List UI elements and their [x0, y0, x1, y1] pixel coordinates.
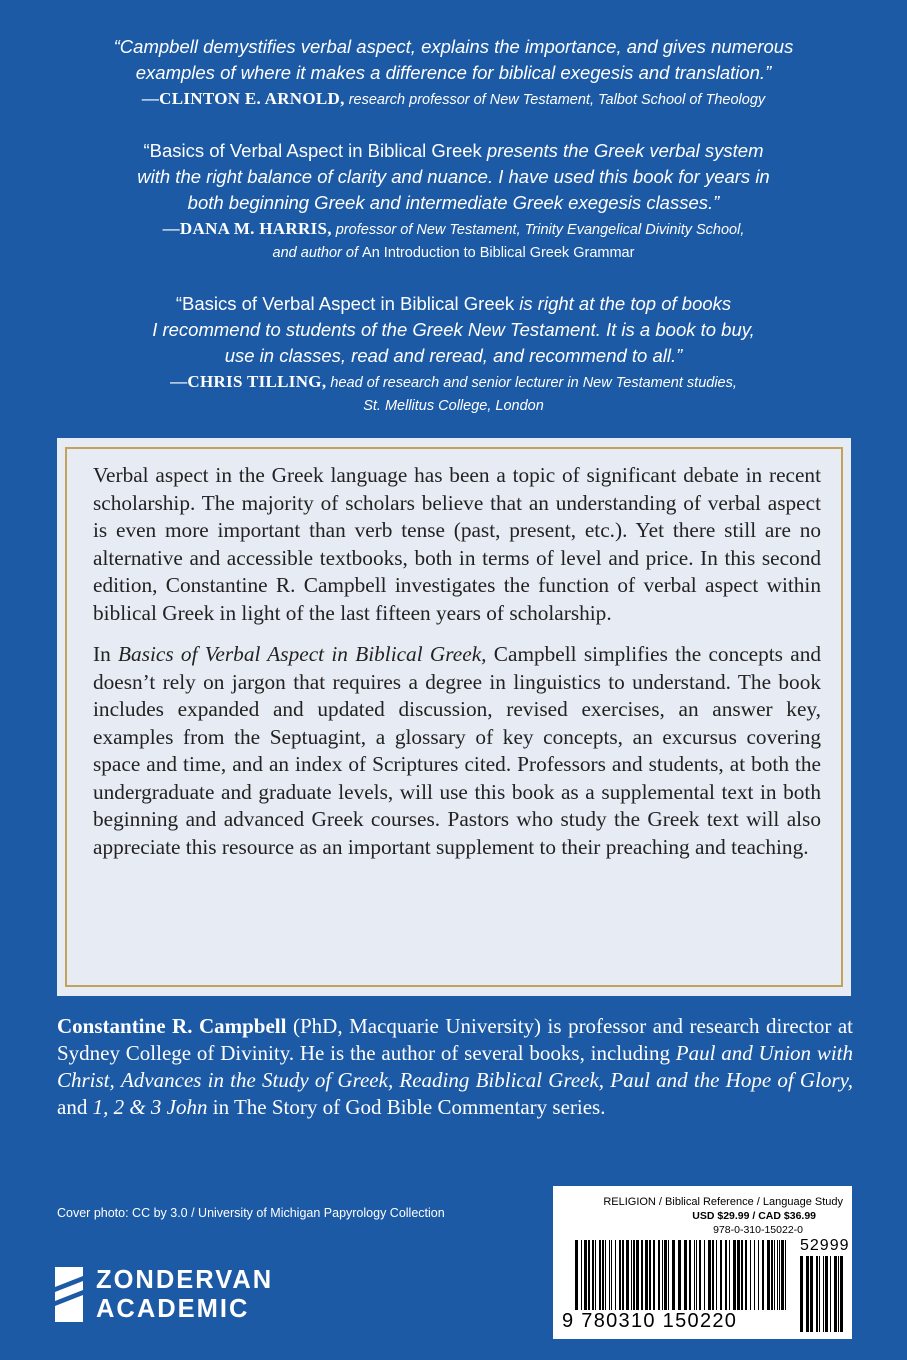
- barcode-bar: [694, 1240, 695, 1310]
- price-addon: 52999: [800, 1237, 850, 1254]
- endorsements: [0, 34, 907, 444]
- barcode-bar: [696, 1240, 697, 1310]
- barcode-bar: [737, 1240, 740, 1310]
- barcode-bar: [631, 1240, 632, 1310]
- barcode-bar: [689, 1240, 691, 1310]
- quote-attribution: —CHRIS TILLING, head of research and senior lecturer in New Testament studies, St. Mellitus College, London: [170, 372, 737, 414]
- barcode-bar: [785, 1240, 786, 1310]
- logo-line-2: ACADEMIC: [96, 1295, 250, 1323]
- barcode-bar: [712, 1240, 714, 1310]
- barcode-bar: [777, 1240, 778, 1310]
- barcode-bar: [767, 1240, 770, 1310]
- barcode-bar: [581, 1240, 582, 1310]
- barcode-bar: [741, 1240, 743, 1310]
- price: USD $29.99 / CAD $36.99: [692, 1210, 816, 1222]
- barcode-bar: [708, 1240, 711, 1310]
- barcode-bar: [605, 1240, 606, 1310]
- barcode-bar: [595, 1240, 596, 1310]
- endorsement-arnold: [0, 34, 907, 112]
- book-title: Basics of Verbal Aspect in Biblical Greek,: [118, 642, 487, 666]
- quote-attribution: —CLINTON E. ARNOLD, research professor of New Testament, Talbot School of Theology: [141, 89, 766, 108]
- barcode-bar: [758, 1240, 759, 1310]
- barcode-bar: [592, 1240, 594, 1310]
- endorser-name: —CHRIS TILLING,: [170, 372, 327, 391]
- barcode-bar: [672, 1240, 675, 1310]
- quote-attribution: —DANA M. HARRIS, professor of New Testament, Trinity Evangelical Divinity School, and author of An Introduction to Biblical Greek Grammar: [162, 219, 745, 261]
- author-bio: Constantine R. Campbell (PhD, Macquarie University) is professor and research director at Sydney College of Divinity. He is the author of several books, including Paul and Union with Christ, Advances in the Study of Greek, Reading Biblical Greek, Paul and the Hope of Glory, and 1, 2 & 3 John in The Story of God Bible Commentary series.: [57, 1014, 853, 1119]
- barcode-bar: [609, 1240, 610, 1310]
- barcode-digits: 9 780310 150220: [562, 1310, 738, 1332]
- barcode-bar: [626, 1240, 629, 1310]
- quote-text: “Basics of Verbal Aspect in Biblical Greek is right at the top of books I recommend to students of the Greek New Testament. It is a book to buy, use in classes, read and reread, and recommend to all.”: [152, 293, 755, 366]
- barcode-bar: [750, 1240, 751, 1310]
- barcode-bar: [653, 1240, 655, 1310]
- barcode-bar: [774, 1240, 775, 1310]
- barcode-bar: [599, 1240, 601, 1310]
- description-paragraph-1: Verbal aspect in the Greek language has been a topic of significant debate in recent scholarship. The majority of scholars believe that an understanding of verbal aspect is even more important than verb tense (past, present, etc.). Yet there still are no alternative and accessible textbooks, both in terms of level and price. In this second edition, Constantine R. Campbell investigates the function of verbal aspect within biblical Greek in light of the last fifteen years of scholarship.: [93, 463, 821, 625]
- barcode-bar: [619, 1240, 621, 1310]
- barcode-bar: [733, 1240, 736, 1310]
- quote-text: “Basics of Verbal Aspect in Biblical Greek presents the Greek verbal system with the right balance of clarity and nuance. I have used this book for years in both beginning Greek and intermediate Greek exegesis classes.”: [137, 140, 770, 213]
- barcode-bar: [649, 1240, 651, 1310]
- barcode-bar: [615, 1240, 616, 1310]
- barcode-bar: [668, 1240, 669, 1310]
- endorsement-tilling: [0, 291, 907, 418]
- description-paragraph-2: In Basics of Verbal Aspect in Biblical Greek, Campbell simplifies the concepts and doesn’t rely on jargon that requires a degree in linguistics to understand. The book includes expanded and updated discussion, revised exercises, an answer key, examples from the Septuagint, a glossary of key concepts, an excursus covering space and time, and an index of Scriptures cited. Professors and students, at both the undergraduate and graduate levels, will use this book as a supplemental text in both beginning and advanced Greek courses. Pastors who study the Greek text will also appreciate this resource as an important supplement to their preaching and teaching.: [93, 642, 822, 859]
- barcode-bar: [664, 1240, 667, 1310]
- barcode-bar: [641, 1240, 643, 1310]
- barcode-bar: [704, 1240, 705, 1310]
- barcode-bar: [662, 1240, 663, 1310]
- barcode-bar: [779, 1240, 780, 1310]
- barcode-bar: [658, 1240, 660, 1310]
- barcode-bar: [720, 1240, 722, 1310]
- barcode-bar: [588, 1240, 590, 1310]
- barcode-bar: [636, 1240, 639, 1310]
- barcode-bar: [678, 1240, 681, 1310]
- endorser-name: —CLINTON E. ARNOLD,: [141, 89, 345, 108]
- barcode-bar: [684, 1240, 687, 1310]
- barcode-bar: [584, 1240, 587, 1310]
- bisac-category: RELIGION / Biblical Reference / Language Study: [603, 1196, 843, 1208]
- barcode-bar: [781, 1240, 784, 1310]
- barcode-bar: [716, 1240, 717, 1310]
- isbn: 978-0-310-15022-0: [713, 1224, 803, 1236]
- barcode-bar: [699, 1240, 701, 1310]
- barcode-bar: [754, 1240, 755, 1310]
- barcode-bar: [725, 1240, 727, 1310]
- barcode-bar: [611, 1240, 612, 1310]
- description-text: [93, 462, 821, 875]
- barcode-bar: [602, 1240, 604, 1310]
- logo-line-1: ZONDERVAN: [96, 1266, 274, 1294]
- endorsement-harris: [0, 138, 907, 265]
- barcode-bar: [762, 1240, 764, 1310]
- publisher-logo: [55, 1267, 315, 1327]
- endorser-name: —DANA M. HARRIS,: [162, 219, 332, 238]
- barcode-box: [553, 1186, 852, 1339]
- photo-credit: Cover photo: CC by 3.0 / University of Michigan Papyrology Collection: [57, 1206, 445, 1220]
- author-name: Constantine R. Campbell: [57, 1014, 287, 1038]
- barcode-bar: [729, 1240, 730, 1310]
- quote-text: “Campbell demystifies verbal aspect, explains the importance, and gives numerous examples of where it makes a difference for biblical exegesis and translation.”: [113, 36, 794, 83]
- barcode-bar: [771, 1240, 773, 1310]
- zondervan-mark-icon: [55, 1267, 83, 1322]
- barcode-bar: [645, 1240, 648, 1310]
- barcode-bar: [575, 1240, 578, 1310]
- barcode-bar: [745, 1240, 747, 1310]
- barcode-bar: [633, 1240, 635, 1310]
- barcode-bar: [622, 1240, 624, 1310]
